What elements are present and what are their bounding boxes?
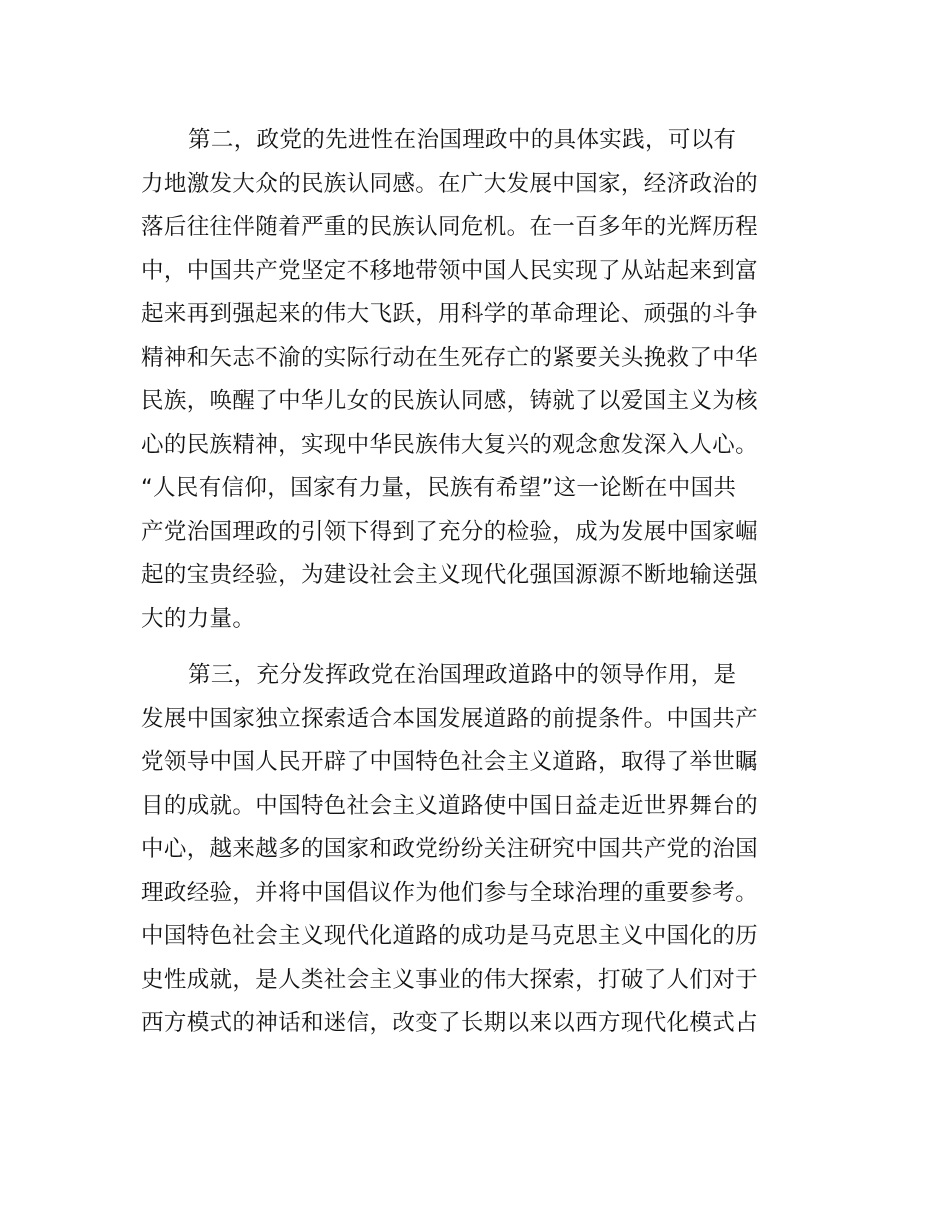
paragraph-line: 落后往往伴随着严重的民族认同危机。在一百多年的光辉历程 xyxy=(141,214,758,240)
paragraph-line: 中，中国共产党坚定不移地带领中国人民实现了从站起来到富 xyxy=(141,257,758,284)
paragraph-second-point xyxy=(141,119,821,641)
paragraph-line: 民族，唤醒了中华儿女的民族认同感，铸就了以爱国主义为核 xyxy=(141,388,758,414)
paragraph-line: 心的民族精神，实现中华民族伟大复兴的观念愈发深入人心。 xyxy=(141,431,758,458)
paragraph-line: 史性成就，是人类社会主义事业的伟大探索，打破了人们对于 xyxy=(141,966,758,993)
paragraph-third-point xyxy=(141,654,821,1046)
paragraph-line: 中心，越来越多的国家和政党纷纷关注研究中国共产党的治国 xyxy=(141,836,758,862)
paragraph-line: “人民有信仰，国家有力量，民族有希望”这一论断在中国共 xyxy=(141,475,737,501)
paragraph-line: 目的成就。中国特色社会主义道路使中国日益走近世界舞台的 xyxy=(141,792,758,819)
paragraph-line: 发展中国家独立探索适合本国发展道路的前提条件。中国共产 xyxy=(141,705,758,732)
paragraph-line: 理政经验，并将中国倡议作为他们参与全球治理的重要参考。 xyxy=(141,879,758,906)
paragraph-line: 大的力量。 xyxy=(141,605,256,632)
paragraph-line: 中国特色社会主义现代化道路的成功是马克思主义中国化的历 xyxy=(141,923,758,949)
paragraph-line: 精神和矢志不渝的实际行动在生死存亡的紧要关头挽救了中华 xyxy=(141,344,758,371)
paragraph-line: 力地激发大众的民族认同感。在广大发展中国家，经济政治的 xyxy=(141,170,758,197)
paragraph-line: 第二，政党的先进性在治国理政中的具体实践，可以有 xyxy=(188,127,737,153)
paragraph-line: 起来再到强起来的伟大飞跃，用科学的革命理论、顽强的斗争 xyxy=(141,301,758,327)
paragraph-line: 产党治国理政的引领下得到了充分的检验，成为发展中国家崛 xyxy=(141,518,758,545)
paragraph-line: 第三，充分发挥政党在治国理政道路中的领导作用，是 xyxy=(188,662,737,688)
paragraph-line: 西方模式的神话和迷信，改变了长期以来以西方现代化模式占 xyxy=(141,1010,758,1036)
paragraph-line: 起的宝贵经验，为建设社会主义现代化强国源源不断地输送强 xyxy=(141,562,758,588)
paragraph-line: 党领导中国人民开辟了中国特色社会主义道路，取得了举世瞩 xyxy=(141,749,758,775)
